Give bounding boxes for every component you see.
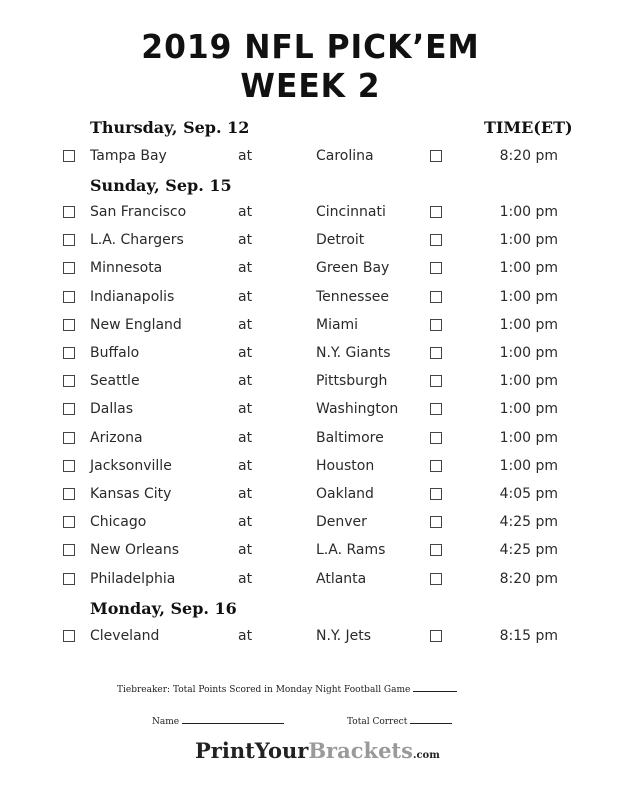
- home-team-checkbox[interactable]: [430, 347, 442, 359]
- tiebreaker-input[interactable]: [413, 682, 457, 692]
- away-team: Minnesota: [90, 260, 163, 277]
- home-team-checkbox[interactable]: [430, 319, 442, 331]
- game-time: 1:00 pm: [499, 457, 558, 474]
- away-team: Philadelphia: [90, 570, 176, 587]
- at-label: at: [238, 542, 253, 559]
- tiebreaker-label: Tiebreaker:: [117, 685, 171, 695]
- away-team: Tampa Bay: [90, 148, 167, 164]
- game-row: [0, 627, 621, 647]
- home-team-checkbox[interactable]: [430, 375, 442, 387]
- away-team-checkbox[interactable]: [63, 291, 75, 303]
- day-label: Thursday, Sep. 12: [90, 118, 250, 137]
- home-team: Pittsburgh: [316, 373, 388, 390]
- total-correct-label: Total Correct: [347, 717, 408, 727]
- game-time: 1:00 pm: [499, 429, 558, 446]
- away-team-checkbox[interactable]: [63, 544, 75, 556]
- game-time: 1:00 pm: [499, 232, 558, 249]
- home-team: Green Bay: [316, 260, 390, 277]
- time-column-header: TIME(ET): [484, 118, 573, 137]
- home-team-checkbox[interactable]: [430, 206, 442, 218]
- home-team: Denver: [316, 514, 367, 531]
- brand-part-com: .com: [412, 750, 440, 761]
- home-team: L.A. Rams: [316, 542, 386, 559]
- game-row: [0, 372, 621, 392]
- away-team-checkbox[interactable]: [63, 206, 75, 218]
- home-team-checkbox[interactable]: [430, 262, 442, 274]
- away-team-checkbox[interactable]: [63, 573, 75, 585]
- game-time: 1:00 pm: [499, 373, 558, 390]
- away-team-checkbox[interactable]: [63, 319, 75, 331]
- game-time: 4:05 pm: [499, 486, 558, 502]
- home-team: Cincinnati: [316, 204, 386, 220]
- total-correct-line: [347, 714, 452, 727]
- brand-part-printyour: PrintYour: [195, 738, 309, 763]
- home-team-checkbox[interactable]: [430, 432, 442, 444]
- day-label: Sunday, Sep. 15: [90, 176, 232, 195]
- at-label: at: [238, 457, 253, 474]
- away-team-checkbox[interactable]: [63, 516, 75, 528]
- game-time: 4:25 pm: [499, 542, 558, 559]
- home-team: Oakland: [316, 486, 374, 502]
- game-time: 1:00 pm: [499, 288, 558, 305]
- game-time: 1:00 pm: [499, 316, 558, 333]
- away-team-checkbox[interactable]: [63, 460, 75, 472]
- away-team-checkbox[interactable]: [63, 630, 75, 642]
- home-team-checkbox[interactable]: [430, 460, 442, 472]
- home-team: Carolina: [316, 148, 374, 164]
- away-team-checkbox[interactable]: [63, 262, 75, 274]
- away-team-checkbox[interactable]: [63, 150, 75, 162]
- game-row: [0, 541, 621, 561]
- game-time: 4:25 pm: [499, 514, 558, 531]
- away-team: New England: [90, 316, 182, 333]
- away-team: Seattle: [90, 373, 140, 390]
- at-label: at: [238, 288, 253, 305]
- at-label: at: [238, 232, 253, 249]
- home-team-checkbox[interactable]: [430, 150, 442, 162]
- home-team-checkbox[interactable]: [430, 234, 442, 246]
- game-row: [0, 400, 621, 420]
- home-team: Detroit: [316, 232, 365, 249]
- game-row: [0, 259, 621, 279]
- home-team-checkbox[interactable]: [430, 403, 442, 415]
- at-label: at: [238, 316, 253, 333]
- home-team: Baltimore: [316, 429, 384, 446]
- home-team: Houston: [316, 457, 375, 474]
- at-label: at: [238, 401, 253, 418]
- name-input[interactable]: [182, 714, 284, 724]
- away-team-checkbox[interactable]: [63, 488, 75, 500]
- game-time: 1:00 pm: [499, 204, 558, 220]
- away-team: Indianapolis: [90, 288, 175, 305]
- at-label: at: [238, 345, 253, 361]
- away-team-checkbox[interactable]: [63, 347, 75, 359]
- away-team: San Francisco: [90, 204, 187, 220]
- game-row: [0, 231, 621, 251]
- at-label: at: [238, 204, 253, 220]
- game-time: 1:00 pm: [499, 345, 558, 361]
- game-time: 1:00 pm: [499, 260, 558, 277]
- home-team: Atlanta: [316, 570, 367, 587]
- page-title-line2: WEEK 2: [240, 66, 381, 105]
- brand-logo: [195, 740, 440, 761]
- at-label: at: [238, 570, 253, 587]
- at-label: at: [238, 429, 253, 446]
- name-line: [152, 714, 284, 727]
- home-team-checkbox[interactable]: [430, 630, 442, 642]
- page-title-line1: 2019 NFL PICK’EM: [141, 27, 480, 66]
- home-team-checkbox[interactable]: [430, 544, 442, 556]
- game-row: [0, 457, 621, 477]
- away-team: Dallas: [90, 401, 134, 418]
- game-row: [0, 485, 621, 505]
- at-label: at: [238, 514, 253, 531]
- home-team: N.Y. Giants: [316, 345, 391, 361]
- total-correct-input[interactable]: [410, 714, 452, 724]
- name-label: Name: [152, 717, 180, 727]
- home-team: Washington: [316, 401, 399, 418]
- away-team: Arizona: [90, 429, 143, 446]
- away-team: Chicago: [90, 514, 147, 531]
- home-team: Miami: [316, 316, 359, 333]
- day-label: Monday, Sep. 16: [90, 599, 237, 618]
- tiebreaker-text: Total Points Scored in Monday Night Football Game: [172, 685, 411, 695]
- game-row: [0, 316, 621, 336]
- away-team-checkbox[interactable]: [63, 234, 75, 246]
- away-team: New Orleans: [90, 542, 180, 559]
- home-team-checkbox[interactable]: [430, 573, 442, 585]
- home-team: Tennessee: [316, 288, 389, 305]
- game-row: [0, 513, 621, 533]
- at-label: at: [238, 148, 253, 164]
- game-row: [0, 570, 621, 590]
- game-row: [0, 429, 621, 449]
- away-team-checkbox[interactable]: [63, 375, 75, 387]
- at-label: at: [238, 486, 253, 502]
- game-time: 1:00 pm: [499, 401, 558, 418]
- away-team: Buffalo: [90, 345, 140, 361]
- away-team: Cleveland: [90, 628, 160, 644]
- at-label: at: [238, 260, 253, 277]
- home-team-checkbox[interactable]: [430, 291, 442, 303]
- home-team: N.Y. Jets: [316, 628, 372, 644]
- away-team: Jacksonville: [90, 457, 172, 474]
- at-label: at: [238, 373, 253, 390]
- tiebreaker-line: [117, 682, 457, 695]
- away-team-checkbox[interactable]: [63, 403, 75, 415]
- game-time: 8:20 pm: [499, 148, 558, 164]
- game-row: [0, 344, 621, 364]
- game-row: [0, 288, 621, 308]
- game-time: 8:15 pm: [499, 628, 558, 644]
- brand-part-brackets: Brackets: [308, 738, 413, 763]
- away-team: L.A. Chargers: [90, 232, 184, 249]
- away-team: Kansas City: [90, 486, 172, 502]
- home-team-checkbox[interactable]: [430, 488, 442, 500]
- home-team-checkbox[interactable]: [430, 516, 442, 528]
- at-label: at: [238, 628, 253, 644]
- away-team-checkbox[interactable]: [63, 432, 75, 444]
- game-time: 8:20 pm: [499, 570, 558, 587]
- game-row: [0, 203, 621, 223]
- game-row: [0, 147, 621, 167]
